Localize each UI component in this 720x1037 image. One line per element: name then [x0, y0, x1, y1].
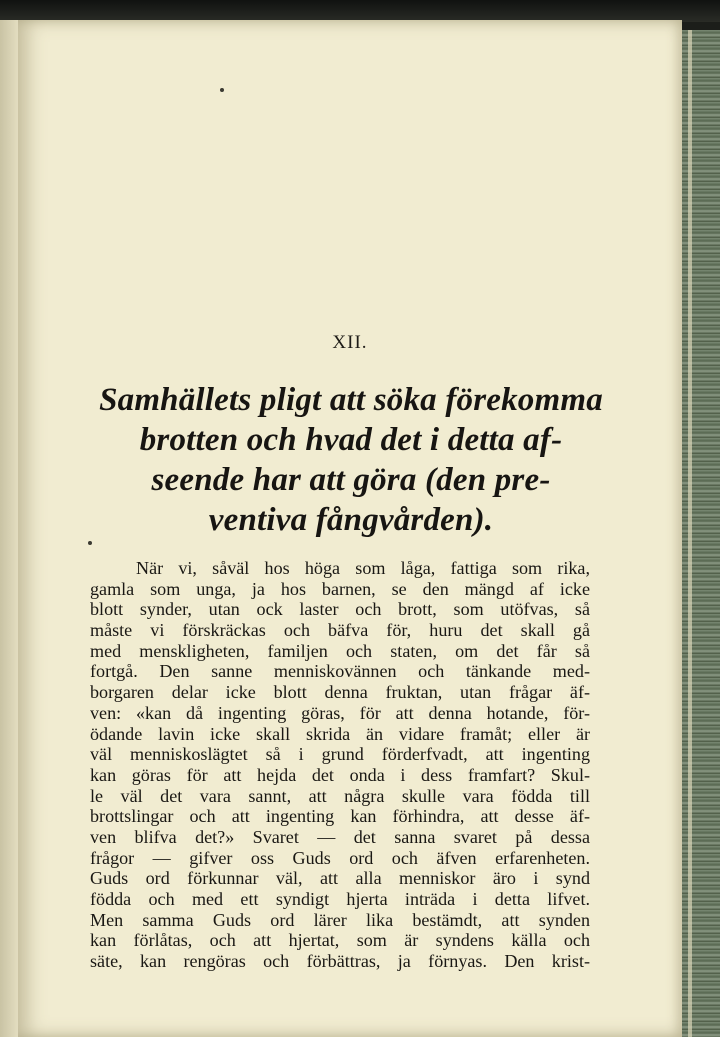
- body-line: ödande lavin icke skall skrida än vidare framåt; eller är: [90, 723, 590, 744]
- body-line: med menskligheten, familjen och staten, om det får så: [90, 640, 590, 661]
- body-line: måste vi förskräckas och bäfva för, huru det skall gå: [90, 620, 590, 641]
- body-line: När vi, såväl hos höga som låga, fattiga som rika,: [136, 558, 590, 578]
- body-line: säte, kan rengöras och förbättras, ja förnyas. Den krist-: [90, 951, 590, 972]
- body-line: frågor — gifver oss Guds ord och äfven erfarenheten.: [90, 847, 590, 868]
- chapter-title-line: ventiva fångvården).: [208, 502, 494, 538]
- body-line: brottslingar och att ingenting kan förhindra, att desse äf-: [90, 806, 590, 827]
- chapter-title-line: seende har att göra (den pre-: [151, 462, 551, 498]
- chapter-title-line: Samhällets pligt att söka förekomma: [99, 382, 603, 418]
- body-line: Men samma Guds ord lärer lika bestämdt, att synden: [90, 909, 590, 930]
- scan-background-top: [0, 0, 720, 22]
- book-page: [18, 20, 682, 1037]
- body-paragraph: [90, 558, 590, 972]
- ink-speck: [220, 88, 224, 92]
- body-line: gamla som unga, ja hos barnen, se den mängd af icke: [90, 578, 590, 599]
- page-gutter: [0, 20, 20, 1037]
- body-line: blott synder, utan ock laster och brott, som utöfvas, så: [90, 599, 590, 620]
- ink-speck: [88, 541, 92, 545]
- book-edge-lining: [688, 30, 692, 1037]
- book-edge: [682, 30, 720, 1037]
- chapter-title-line: brotten och hvad det i detta af-: [139, 422, 563, 458]
- chapter-title: [78, 380, 624, 540]
- chapter-number: XII.: [332, 332, 368, 353]
- body-line: ven blifva det?» Svaret — det sanna svaret på dessa: [90, 826, 590, 847]
- body-line: väl menniskoslägtet så i grund förderfvadt, att ingenting: [90, 744, 590, 765]
- body-line: fortgå. Den sanne menniskovännen och tänkande med-: [90, 661, 590, 682]
- body-line: Guds ord förkunnar väl, att alla menniskor äro i synd: [90, 868, 590, 889]
- body-line: borgaren delar icke blott denna fruktan, utan frågar äf-: [90, 682, 590, 703]
- body-line: le väl det vara sannt, att några skulle vara födda till: [90, 785, 590, 806]
- body-line: kan förlåtas, och att hjertat, som är syndens källa och: [90, 930, 590, 951]
- body-line: födda och med ett syndigt hjerta inträda i detta lifvet.: [90, 889, 590, 909]
- body-line: kan göras för att hejda det onda i dess framfart? Skul-: [90, 764, 590, 785]
- body-line: ven: «kan då ingenting göras, för att denna hotande, för-: [90, 702, 590, 723]
